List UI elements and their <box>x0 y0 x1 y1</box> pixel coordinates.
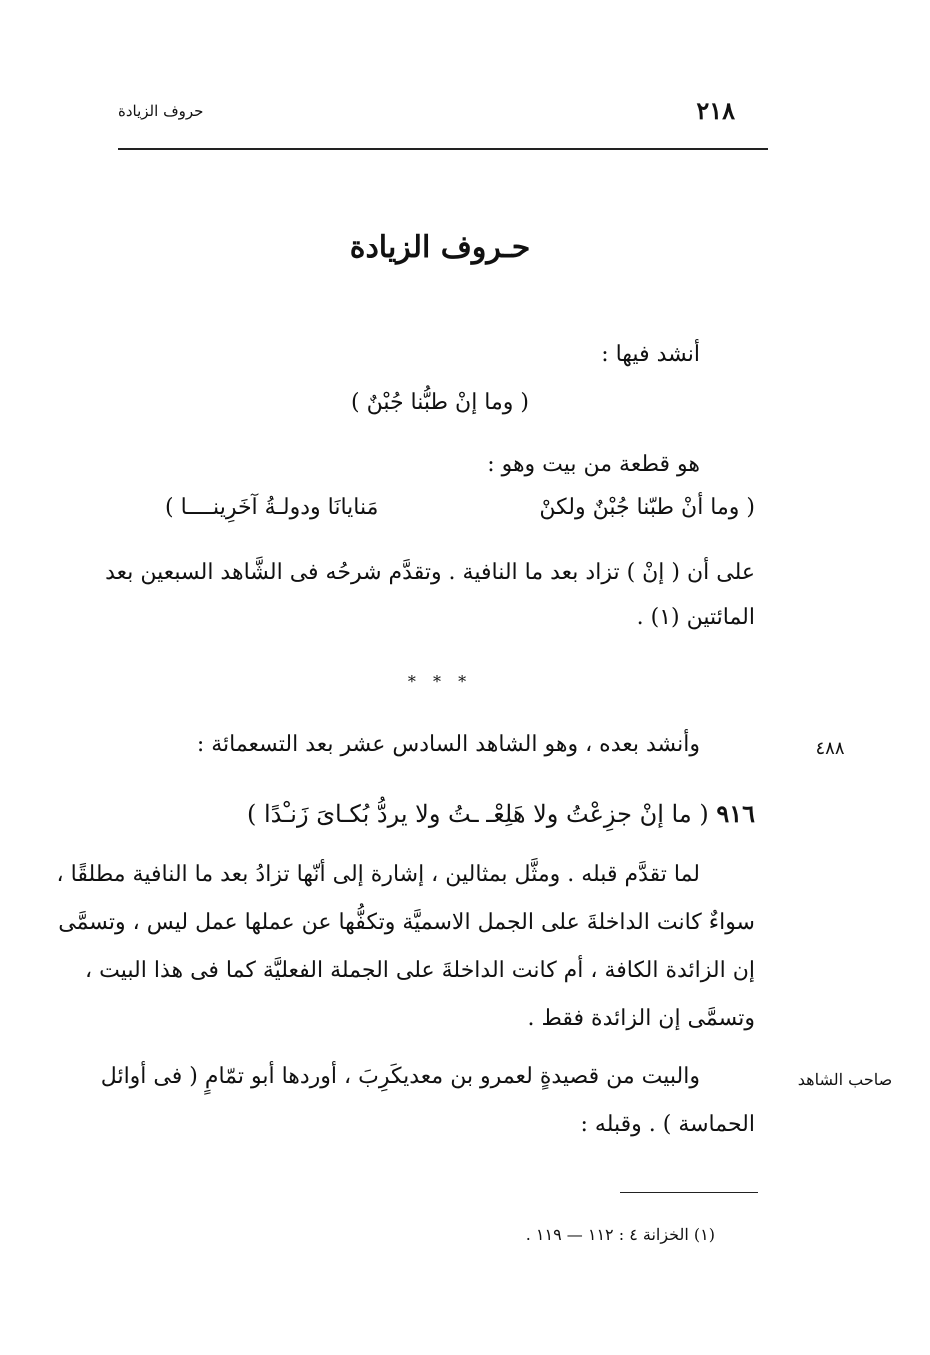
footnote-rule <box>620 1192 758 1193</box>
running-header-title: حروف الزيادة <box>118 102 204 120</box>
footnote: (١) الخزانة ٤ : ١١٢ — ١١٩ . <box>525 1225 715 1244</box>
intro-line-3: هو قطعة من بيت وهو : <box>487 452 700 477</box>
entry-paragraph-1-line-4: وتسمَّى إن الزائدة فقط . <box>527 1006 755 1031</box>
entry-paragraph-1-line-1: لما تقدَّم قبله . ومثَّل بمثالين ، إشارة إلى أنّها تزادُ بعد ما النافية مطلقًا ، <box>56 862 700 887</box>
margin-entry-number: ٤٨٨ <box>815 738 845 759</box>
section-title: حـروف الزيادة <box>349 230 531 265</box>
verse-number: ٩١٦ <box>716 799 755 828</box>
page-number: ٢١٨ <box>696 96 735 125</box>
entry-paragraph-1-line-3: إن الزائدة الكافة ، أم كانت الداخلةَ على الجملة الفعليَّة كما فى هذا البيت ، <box>85 958 755 983</box>
margin-note: صاحب الشاهد <box>797 1070 893 1089</box>
entry-verse <box>247 800 755 829</box>
intro-line-1: أنشد فيها : <box>601 342 700 367</box>
verse-second-hemistich: مَنايانَا ودولـةُ آخَرِينــــا ) <box>165 495 379 520</box>
intro-paragraph-line-2: المائتين (١) . <box>636 605 755 630</box>
section-separator: * * * <box>407 672 473 691</box>
entry-paragraph-2-line-1: والبيت من قصيدةٍ لعمرو بن معديكَرِبَ ، أوردها أبو تمّامٍ ( فى أوائل <box>100 1064 700 1089</box>
intro-quote: ( وما إنْ طبُّنا جُبْنٌ ) <box>351 390 529 415</box>
intro-paragraph-line-1: على أن ( إنْ ) تزاد بعد ما النافية . وتقدَّم شرحُه فى الشَّاهد السبعين بعد <box>105 560 755 585</box>
verse-text: ( ما إنْ جزِعْتُ ولا هَلِعْـ ـتُ ولا يردُّ بُكـاىَ زَنـْدًا ) <box>247 800 709 828</box>
entry-paragraph-2-line-2: الحماسة ) . وقبله : <box>580 1112 755 1137</box>
entry-paragraph-1-line-2: سواءٌ كانت الداخلةَ على الجمل الاسميَّة وتكفُّها عن عملها عمل ليس ، وتسمَّى <box>58 910 755 935</box>
verse-first-hemistich: ( وما أنْ طبّنا جُبْنٌ ولكنْ <box>539 495 755 520</box>
entry-intro: وأنشد بعده ، وهو الشاهد السادس عشر بعد التسعمائة : <box>196 732 700 757</box>
header-rule <box>118 148 768 150</box>
